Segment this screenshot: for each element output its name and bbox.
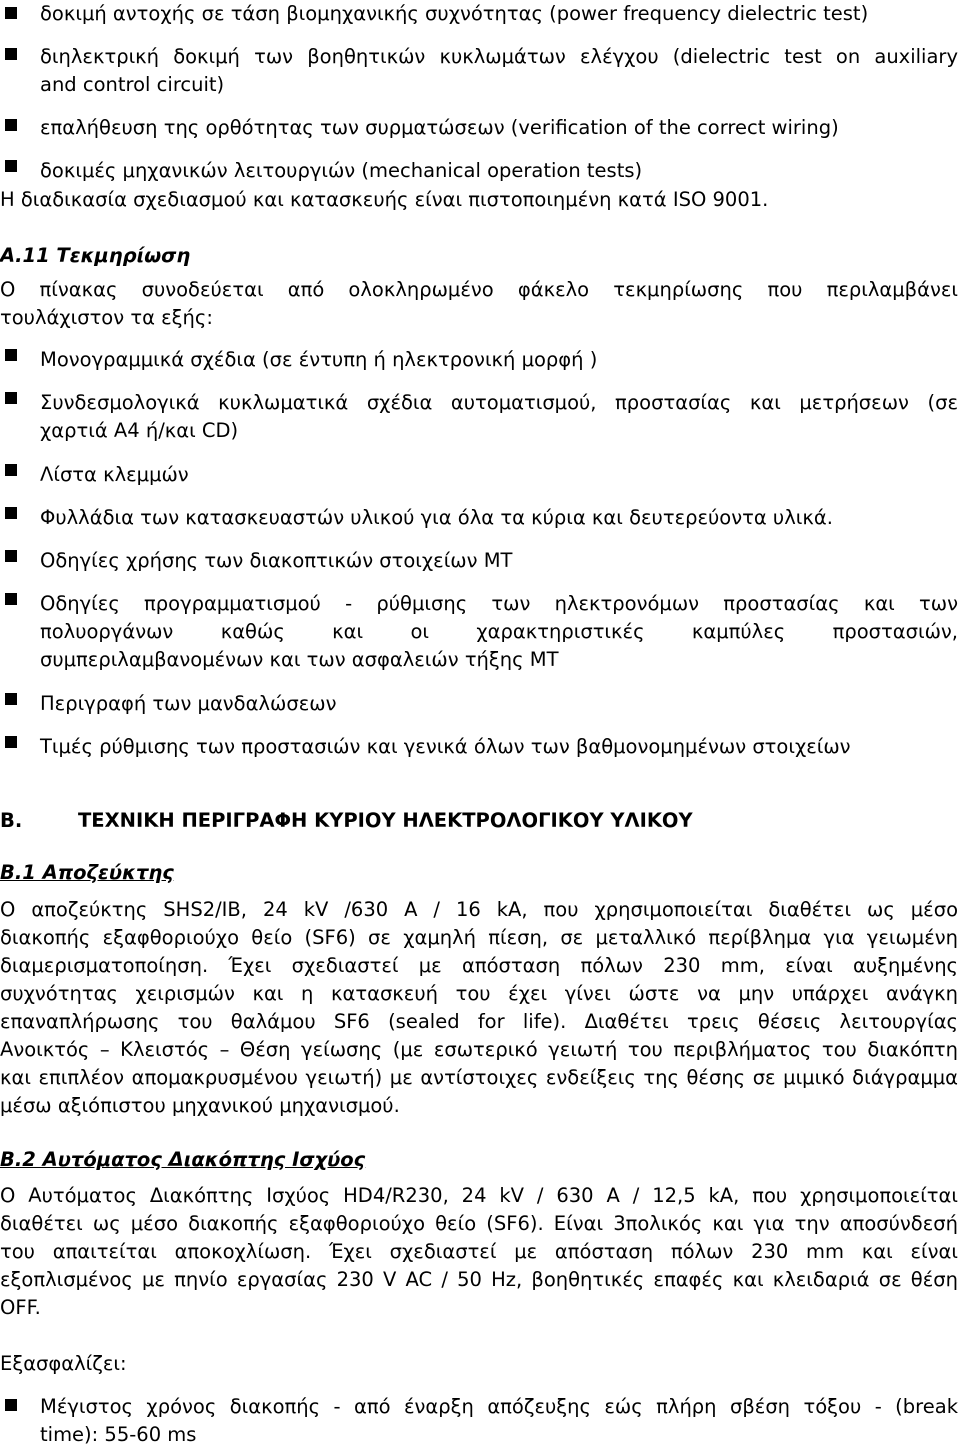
bullet-icon [5, 693, 17, 705]
list-item: δοκιμές μηχανικών λειτουργιών (mechanical operation tests) [40, 159, 643, 182]
paragraph-line: OFF. [0, 1296, 41, 1319]
list-item: Περιγραφή των μανδαλώσεων [40, 692, 337, 715]
list-item: Μονογραμμικά σχέδια (σε έντυπη ή ηλεκτρονική μορφή ) [40, 348, 598, 371]
paragraph-line: διακοπής εξαφθοριούχο θείο (SF6) σε χαμηλή πίεση, σε μεταλλικό περίβλημα για γειωμένη [0, 926, 958, 949]
paragraph-line: τουλάχιστον τα εξής: [0, 306, 213, 329]
list-item: Λίστα κλεμμών [40, 463, 189, 486]
list-item: Συνδεσμολογικά κυκλωματικά σχέδια αυτοματισμού, προστασίας και μετρήσεων (σε [40, 391, 958, 414]
section-heading-b1 [0, 859, 958, 887]
list-item: δοκιμή αντοχής σε τάση βιομηχανικής συχνότητας (power frequency dielectric test) [40, 2, 869, 25]
paragraph-line: επαναπλήρωσης του θαλάμου SF6 (sealed for life). Διαθέτει τρεις θέσεις λειτουργίας [0, 1010, 958, 1033]
bullet-icon [5, 464, 17, 476]
bullet-icon [5, 507, 17, 519]
bullet-icon [5, 160, 17, 172]
section-title-b: ΤΕΧΝΙΚΗ ΠΕΡΙΓΡΑΦΗ ΚΥΡΙΟΥ ΗΛΕΚΤΡΟΛΟΓΙΚΟΥ ΥΛΙΚΟΥ [78, 809, 693, 832]
bullet-icon [5, 392, 17, 404]
list-item: Τιμές ρύθμισης των προστασιών και γενικά όλων των βαθμονομημένων στοιχείων [40, 735, 851, 758]
list-item: επαλήθευση της ορθότητας των συρματώσεων (verification of the correct wiring) [40, 116, 839, 139]
bullet-icon [5, 736, 17, 748]
section-heading-a11: Α.11 Τεκμηρίωση [0, 244, 191, 267]
list-item-continuation: and control circuit) [40, 73, 225, 96]
list-item: Μέγιστος χρόνος διακοπής - από έναρξη απόζευξης εώς πλήρη σβέση τόξου - (break [40, 1395, 958, 1418]
list-item: Οδηγίες προγραμματισμού - ρύθμισης των ηλεκτρονόμων προστασίας και των [40, 592, 958, 615]
bullet-icon [5, 1399, 17, 1411]
list-item-continuation: χαρτιά Α4 ή/και CD) [40, 419, 239, 442]
bullet-icon [5, 7, 17, 19]
list-item: Φυλλάδια των κατασκευαστών υλικού για όλα τα κύρια και δευτερεύοντα υλικά. [40, 506, 833, 529]
paragraph-line: Ο Αυτόματος Διακόπτης Ισχύος HD4/R230, 24 kV / 630 A / 12,5 kA, που χρησιμοποιείται [0, 1184, 958, 1207]
paragraph-line: μέσω αξιόπιστου μηχανικού μηχανισμού. [0, 1094, 400, 1117]
paragraph-line: Ανοικτός – Κλειστός – Θέση γείωσης (με εσωτερικό γειωτή του περιβλήματος του διακόπτη [0, 1038, 958, 1061]
paragraph-line: διαμερισματοποίηση. Έχει σχεδιαστεί με απόσταση πόλων 230 mm, είναι αυξημένης [0, 954, 958, 977]
section-heading-b1-text: Β.1 Αποζεύκτης [0, 861, 174, 884]
paragraph-line: Ο πίνακας συνοδεύεται από ολοκληρωμένο φάκελο τεκμηρίωσης που περιλαμβάνει [0, 278, 958, 301]
list-item-continuation: time): 55-60 ms [40, 1423, 197, 1446]
paragraph-line: διαθέτει ως μέσο διακοπής εξαφθοριούχο θείο (SF6). Είναι 3πολικός και για την αποσύνδεσή [0, 1212, 958, 1235]
section-heading-b2 [0, 1146, 958, 1174]
paragraph-line: του απαιτείται αποκοχλίωση. Έχει σχεδιαστεί με απόσταση πόλων 230 mm και είναι [0, 1240, 958, 1263]
paragraph-line: εξοπλισμένος με πηνίο εργασίας 230 V AC / 50 Hz, βοηθητικές επαφές και κλειδαριά σε θέση [0, 1268, 958, 1291]
list-item-continuation: συμπεριλαμβανομένων και των ασφαλειών τήξης ΜΤ [40, 648, 559, 671]
paragraph-line: Ο αποζεύκτης SHS2/IB, 24 kV /630 A / 16 kA, που χρησιμοποιείται διαθέτει ως μέσο [0, 898, 958, 921]
bullet-icon [5, 119, 17, 131]
ensures-label: Εξασφαλίζει: [0, 1352, 127, 1375]
paragraph-line: συχνότητας χειρισμών και η κατασκευή του έχει γίνει ώστε να μην υπάρχει ανάγκη [0, 982, 958, 1005]
bullet-icon [5, 48, 17, 60]
iso-statement: Η διαδικασία σχεδιασμού και κατασκευής είναι πιστοποιημένη κατά ISO 9001. [0, 188, 769, 211]
bullet-icon [5, 349, 17, 361]
list-item-continuation: πολυοργάνων καθώς και οι χαρακτηριστικές καμπύλες προστασιών, [40, 620, 958, 643]
paragraph-line: και επιπλέον απομακρυσμένου γειωτή) με αντίστοιχες ενδείξεις της θέσης σε μιμικό διάγραμμα [0, 1066, 958, 1089]
section-number-b: Β. [0, 809, 23, 832]
list-item: διηλεκτρική δοκιμή των βοηθητικών κυκλωμάτων ελέγχου (dielectric test on auxiliary [40, 45, 958, 68]
bullet-icon [5, 593, 17, 605]
list-item: Οδηγίες χρήσης των διακοπτικών στοιχείων ΜΤ [40, 549, 513, 572]
bullet-icon [5, 550, 17, 562]
section-heading-b2-text: Β.2 Αυτόματος Διακόπτης Ισχύος [0, 1148, 366, 1171]
